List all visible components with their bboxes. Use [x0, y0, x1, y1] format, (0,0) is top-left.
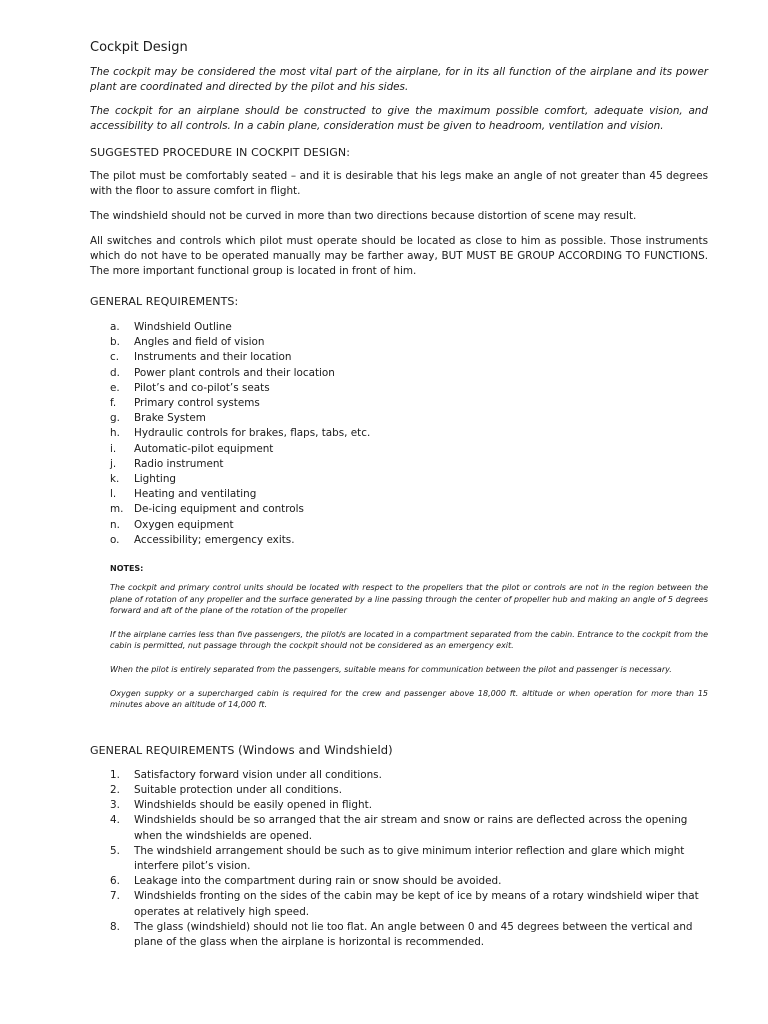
list-item-text: Pilot’s and co-pilot’s seats [134, 381, 270, 394]
list-item [90, 381, 708, 396]
list-item [90, 798, 708, 813]
intro-paragraph-2: The cockpit for an airplane should be constructed to give the maximum possible comfort, adequate vision, and accessibility to all controls. In a cabin plane, consideration must be given to headroom, ventilation and vision. [90, 105, 708, 132]
list-item [90, 783, 708, 798]
list-item-marker: j. [110, 457, 117, 470]
list-item [90, 320, 708, 335]
list-item-marker: i. [110, 442, 117, 455]
list-item-marker: n. [110, 518, 120, 531]
list-item-marker: 4. [110, 814, 120, 827]
list-item-text: Lighting [134, 473, 176, 486]
list-item-text: Leakage into the compartment during rain or snow should be avoided. [134, 875, 502, 888]
list-item-marker: 1. [110, 768, 120, 781]
list-item-marker: f. [110, 397, 117, 410]
list-item [90, 533, 708, 548]
note-4: Oxygen suppky or a supercharged cabin is required for the crew and passenger above 18,000 ft. altitude or when operation for more than 15 minutes above an altitude of 14,000 ft. [110, 688, 708, 710]
procedure-heading: SUGGESTED PROCEDURE IN COCKPIT DESIGN: [90, 146, 351, 159]
procedure-paragraph-2: The windshield should not be curved in more than two directions because distortion of scene may result. [90, 210, 637, 222]
list-item-text: Power plant controls and their location [134, 366, 335, 379]
note-1: The cockpit and primary control units should be located with respect to the propellers that the pilot or controls are not in the region between the plane of rotation of any propeller and the surface generated by a line passing through the center of propeller hub and making an angle of 5 degrees forward and aft of the plane of the rotation of the propeller [110, 583, 708, 616]
list-item-text: De-icing equipment and controls [134, 503, 304, 516]
list-item [90, 768, 708, 783]
list-item-marker: 5. [110, 844, 120, 857]
list-item [90, 874, 708, 889]
list-item-text: Windshield Outline [134, 321, 232, 333]
list-item-marker: g. [110, 412, 120, 425]
intro-paragraph-1: The cockpit may be considered the most vital part of the airplane, for in its all function of the airplane and its power plant are coordinated and directed by the pilot and his sides. [90, 66, 708, 93]
list-item [90, 396, 708, 411]
list-item-marker: c. [110, 351, 120, 364]
list-item [90, 889, 708, 919]
list-item-text: Radio instrument [134, 457, 224, 470]
list-item-text: Hydraulic controls for brakes, flaps, tabs, etc. [134, 427, 371, 440]
list-item [90, 426, 708, 441]
list-item [90, 844, 708, 874]
list-item-text: Windshields should be easily opened in flight. [134, 799, 372, 812]
list-item-marker: d. [110, 366, 120, 379]
list-item [90, 518, 708, 533]
notes-label: NOTES: [110, 564, 144, 574]
list-item-text: Automatic-pilot equipment [134, 442, 274, 455]
list-item-text: The windshield arrangement should be such as to give minimum interior reflection and glare which might interfere pilot’s vision. [134, 844, 685, 873]
list-item-text: Instruments and their location [134, 351, 292, 364]
list-item-marker: 2. [110, 784, 120, 796]
windshield-heading-main: GENERAL REQUIREMENTS [90, 743, 235, 757]
list-item-marker: k. [110, 473, 120, 486]
general-requirements-list [90, 320, 708, 548]
list-item [90, 335, 708, 350]
list-item-marker: h. [110, 427, 120, 440]
list-item-marker: e. [110, 381, 120, 394]
list-item-marker: 8. [110, 920, 120, 933]
list-item-marker: 6. [110, 875, 120, 888]
list-item-marker: a. [110, 321, 120, 333]
list-item [90, 457, 708, 472]
list-item-text: Accessibility; emergency exits. [134, 533, 295, 546]
note-2: If the airplane carries less than five passengers, the pilot/s are located in a compartment separated from the cabin. Entrance to the cockpit from the cabin is permitted, nut passage through the cockpit should not be considered as an emergency exit. [110, 629, 708, 651]
procedure-paragraph-3: All switches and controls which pilot must operate should be located as close to him as possible. Those instruments which do not have to be operated manually may be farther away, BUT MUST BE GROUP ACCORDING TO FUNCTIONS. The more important functional group is located in front of him. [90, 235, 708, 277]
windshield-requirements-list [90, 768, 708, 950]
list-item [90, 813, 708, 843]
list-item [90, 472, 708, 487]
list-item [90, 350, 708, 365]
document-page [90, 40, 708, 950]
list-item-text: Primary control systems [134, 397, 260, 410]
list-item [90, 411, 708, 426]
list-item [90, 442, 708, 457]
list-item [90, 920, 708, 950]
list-item-text: Windshields should be so arranged that the air stream and snow or rains are deflected across the opening when the windshields are opened. [134, 814, 688, 842]
list-item-marker: o. [110, 533, 120, 546]
list-item-marker: b. [110, 336, 120, 349]
list-item-text: Satisfactory forward vision under all conditions. [134, 768, 382, 781]
list-item-marker: l. [110, 488, 117, 501]
note-3: When the pilot is entirely separated from the passengers, suitable means for communication between the pilot and passenger is necessary. [110, 665, 672, 675]
list-item-text: The glass (windshield) should not lie too flat. An angle between 0 and 45 degrees between the vertical and plane of the glass when the airplane is horizontal is recommended. [134, 920, 693, 949]
list-item-text: Heating and ventilating [134, 488, 257, 501]
windshield-heading-sub: (Windows and Windshield) [238, 742, 393, 757]
list-item [90, 366, 708, 381]
page-title: Cockpit Design [90, 40, 188, 55]
list-item-marker: 3. [110, 799, 120, 812]
list-item [90, 502, 708, 517]
list-item-marker: 7. [110, 890, 120, 903]
windshield-requirements-heading [90, 743, 708, 757]
list-item-text: Brake System [134, 412, 206, 425]
list-item-text: Oxygen equipment [134, 518, 234, 531]
general-requirements-heading: GENERAL REQUIREMENTS: [90, 295, 239, 308]
list-item-text: Suitable protection under all conditions. [134, 784, 343, 796]
list-item-marker: m. [110, 503, 124, 516]
list-item [90, 487, 708, 502]
procedure-paragraph-1: The pilot must be comfortably seated – and it is desirable that his legs make an angle of not greater than 45 degrees with the floor to assure comfort in flight. [90, 170, 708, 197]
list-item-text: Angles and field of vision [134, 336, 265, 349]
list-item-text: Windshields fronting on the sides of the cabin may be kept of ice by means of a rotary windshield wiper that operates at relatively high speed. [134, 890, 699, 918]
